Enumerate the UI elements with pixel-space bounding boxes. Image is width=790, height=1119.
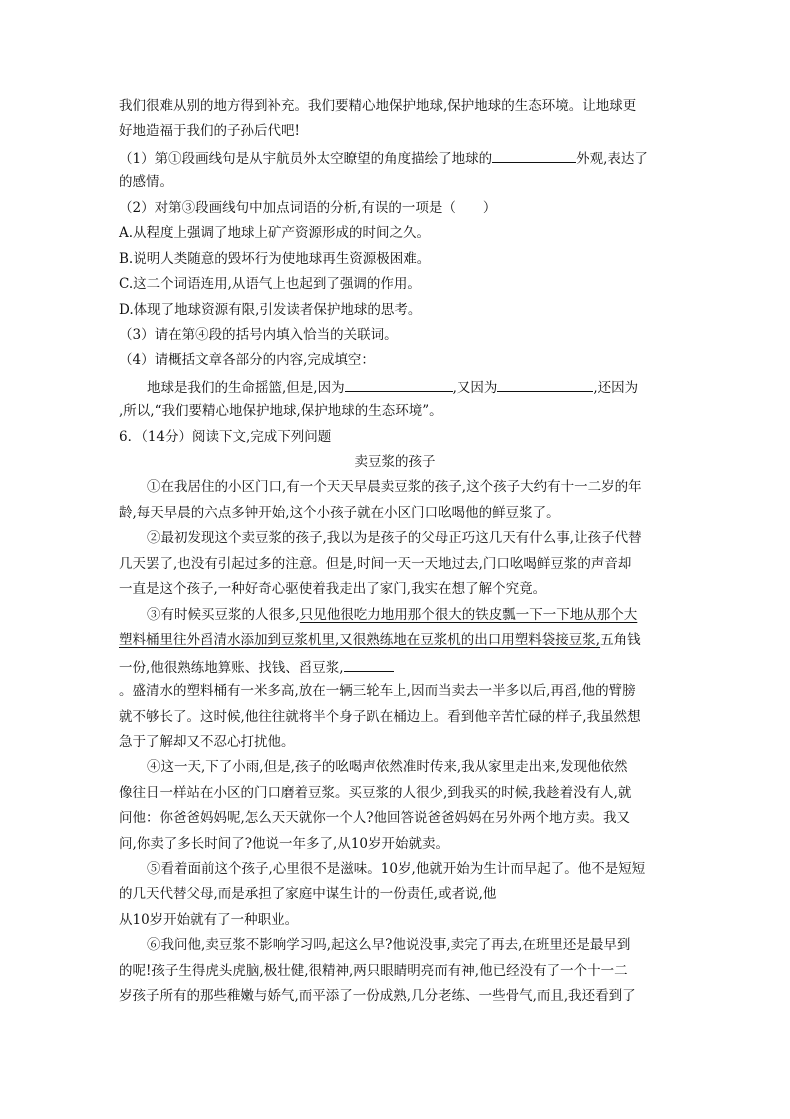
paragraph-line: 龄,每天早晨的六点多钟开始,这个小孩子就在小区门口吆喝他的鲜豆浆了。 xyxy=(119,505,560,521)
fill-text: ,又因为 xyxy=(452,380,498,396)
question-6: 6．（14分）阅读下文,完成下列问题 xyxy=(119,429,332,445)
text-line: 好地造福于我们的子孙后代吧! xyxy=(119,123,300,139)
question-text: （1）第①段画线句是从宇航员外太空瞭望的角度描绘了地球的 xyxy=(119,151,493,167)
paragraph-line xyxy=(119,656,394,678)
fill-line xyxy=(147,376,638,398)
fill-text: ,还因为 xyxy=(593,380,639,396)
paragraph-line: 几天罢了,也没有引起过多的注意。但是,时间一天一天地过去,门口吆喝鲜豆浆的声音却 xyxy=(119,556,632,572)
option-b: B.说明人类随意的毁坏行为使地球再生资源极困难。 xyxy=(119,251,431,267)
answer-blank xyxy=(492,147,576,163)
question-3: （3）请在第④段的括号内填入恰当的关联词。 xyxy=(119,327,398,343)
paragraph-line xyxy=(147,605,637,625)
question-1 xyxy=(119,147,648,169)
answer-blank xyxy=(497,376,593,392)
paragraph-line: 急于了解却又不忍心打扰他。 xyxy=(119,734,295,750)
underlined-sentence: 只见他很吃力地用那个很大的铁皮瓢一下一下地从那个大 xyxy=(299,607,638,623)
paragraph-line: 的几天代替父母,而是承担了家庭中谋生计的一份责任,或者说,他 xyxy=(119,886,497,902)
answer-blank xyxy=(345,376,453,392)
fill-text: 地球是我们的生命摇篮,但是,因为 xyxy=(147,380,345,396)
paragraph-line: 问他：你爸爸妈妈呢,怎么天天就你一个人?他回答说爸爸妈妈在另外两个地方卖。我又 xyxy=(119,810,631,826)
text-line: ,所以,“我们要精心地保护地球,保护地球的生态环境”。 xyxy=(119,403,443,419)
paragraph-line: 一直是这个孩子,一种好奇心驱使着我走出了家门,我实在想了解个究竟。 xyxy=(119,581,547,597)
text-line: 的感情。 xyxy=(119,174,173,190)
text-line: 我们很难从别的地方得到补充。我们要精心地保护地球,保护地球的生态环境。让地球更 xyxy=(119,98,637,114)
paragraph-line: ②最初发现这个卖豆浆的孩子,我以为是孩子的父母正巧这几天有什么事,让孩子代替 xyxy=(147,530,642,546)
paragraph-line: 岁孩子所有的那些稚嫩与娇气,而平添了一份成熟,几分老练、一些骨气,而且,我还看到了 xyxy=(119,988,636,1004)
paragraph-line: 从10岁开始就有了一种职业。 xyxy=(119,912,299,928)
paragraph-line: ④这一天,下了小雨,但是,孩子的吆喝声依然准时传来,我从家里走出来,发现他依然 xyxy=(147,759,628,775)
paragraph-line: 的呢!孩子生得虎头虎脑,极壮健,很精神,两只眼睛明亮而有神,他已经没有了一个十一二 xyxy=(119,963,628,979)
paragraph-line: ⑥我问他,卖豆浆不影响学习吗,起这么早?他说没事,卖完了再去,在班里还是最早到 xyxy=(147,937,631,953)
paragraph-line: ①在我居住的小区门口,有一个天天早晨卖豆浆的孩子,这个孩子大约有十一二岁的年 xyxy=(147,479,642,495)
answer-blank xyxy=(344,656,394,672)
paragraph-line xyxy=(119,630,641,650)
question-4: （4）请概括文章各部分的内容,完成填空： xyxy=(119,352,375,368)
paragraph-text: 五角钱 xyxy=(600,632,641,648)
option-d: D.体现了地球资源有限,引发读者保护地球的思考。 xyxy=(119,302,422,318)
paragraph-line: 像往日一样站在小区的门口磨着豆浆。买豆浆的人很少,到我买的时候,我趁着没有人,就 xyxy=(119,785,632,801)
question-2: （2）对第③段画线句中加点词语的分析,有误的一项是（ ） xyxy=(119,200,497,216)
paragraph-line: 就不够长了。这时候,他往往就将半个身子趴在桶边上。看到他辛苦忙碌的样子,我虽然想 xyxy=(119,709,641,725)
option-c: C.这二个词语连用,从语气上也起到了强调的作用。 xyxy=(119,276,421,292)
option-a: A.从程度上强调了地球上矿产资源形成的时间之久。 xyxy=(119,225,431,241)
paragraph-text: ③有时候买豆浆的人很多, xyxy=(147,607,300,623)
paragraph-line: ⑤看着面前这个孩子,心里很不是滋味。10岁,他就开始为生计而早起了。他不是短短 xyxy=(147,861,646,877)
question-text: 外观,表达了 xyxy=(576,151,648,167)
paragraph-text: 一份,他很熟练地算账、找钱、舀豆浆, xyxy=(119,660,344,676)
underlined-sentence: 塑料桶里往外舀清水添加到豆浆机里,又很熟练地在豆浆机的出口用塑料袋接豆浆, xyxy=(119,632,601,648)
paragraph-line: 。盛清水的塑料桶有一米多高,放在一辆三轮车上,因而当卖去一半多以后,再舀,他的臂膀 xyxy=(119,683,636,699)
article-title: 卖豆浆的孩子 xyxy=(354,454,436,470)
paragraph-line: 问,你卖了多长时间了?他说一年多了,从10岁开始就卖。 xyxy=(119,836,449,852)
